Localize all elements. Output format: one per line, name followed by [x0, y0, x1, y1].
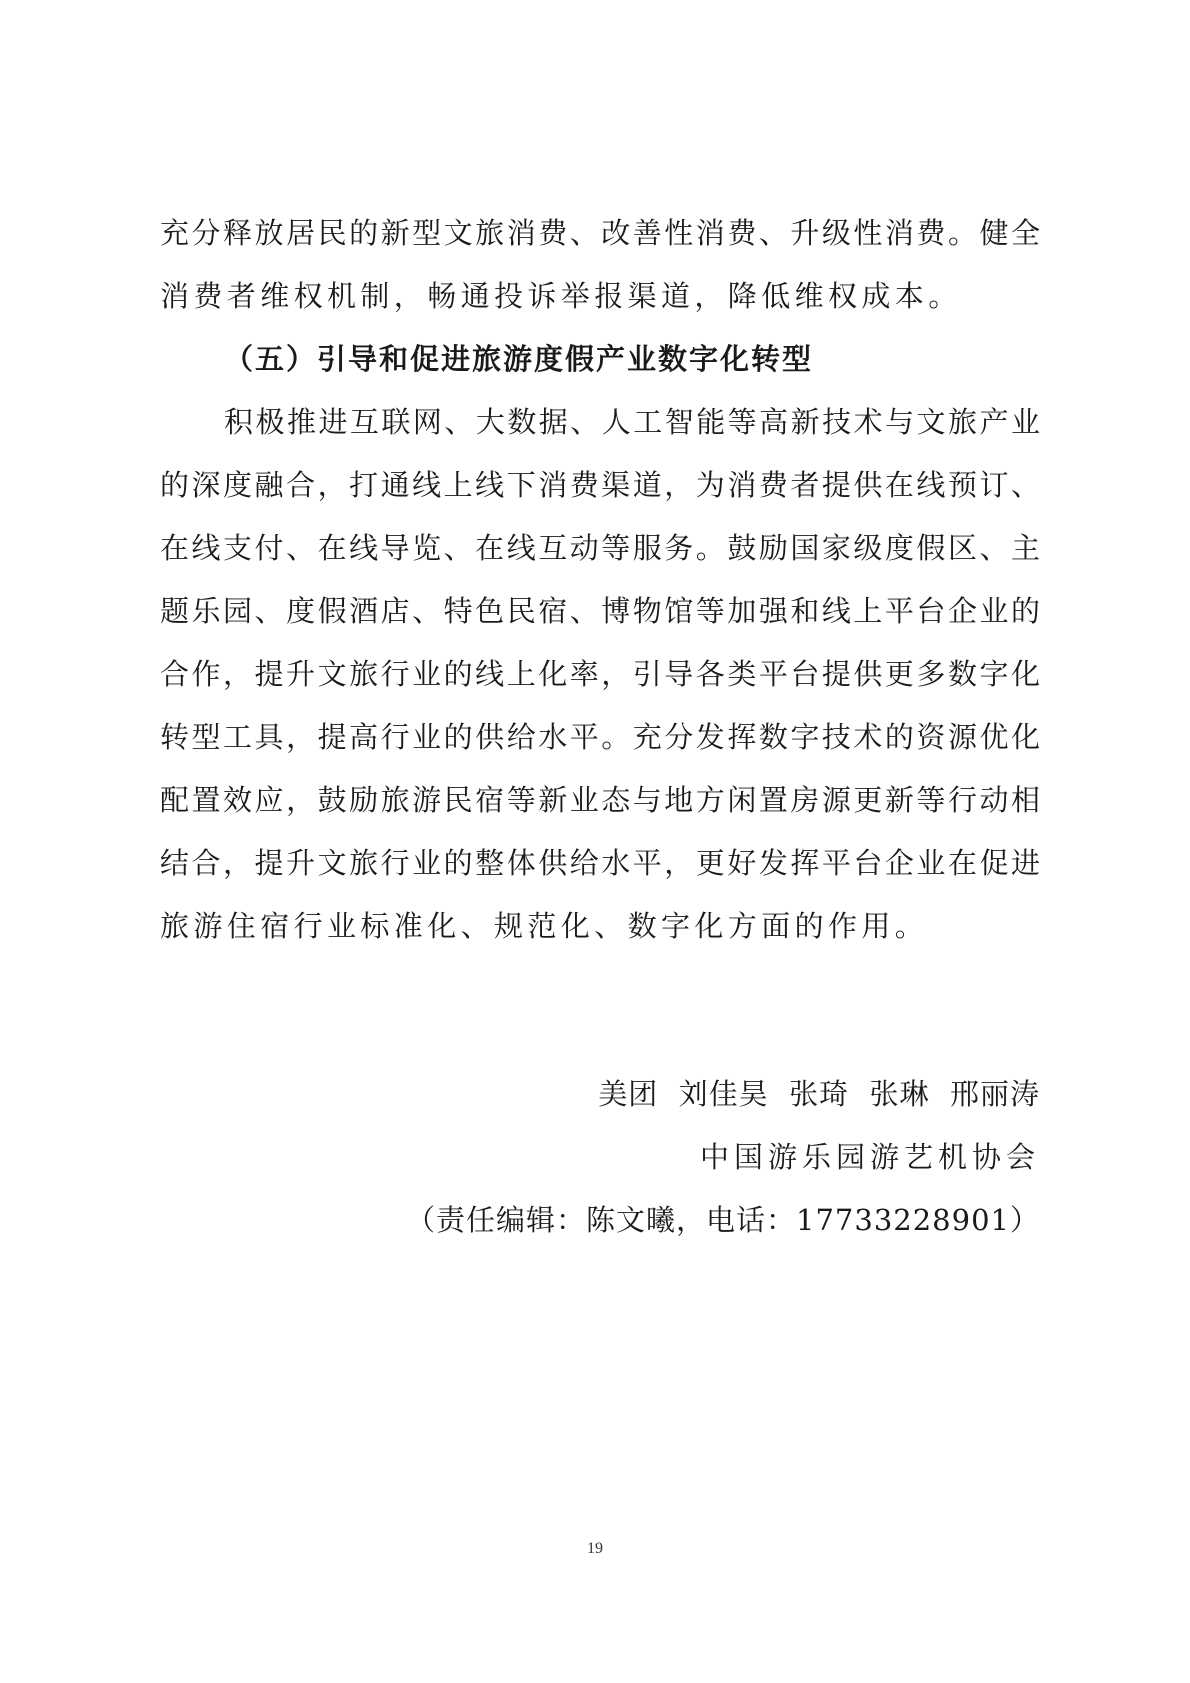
signature-authors: 美团 刘佳昊 张琦 张琳 邢丽涛 — [598, 1077, 1040, 1111]
page-number: 19 — [587, 1540, 603, 1557]
paragraph-line: 题乐园、度假酒店、特色民宿、博物馆等加强和线上平台企业的 — [160, 594, 1040, 628]
paragraph-line: 积极推进互联网、大数据、人工智能等高新技术与文旅产业 — [224, 405, 1040, 439]
paragraph-line: 的深度融合，打通线上线下消费渠道，为消费者提供在线预订、 — [160, 468, 1040, 502]
paragraph-line: 充分释放居民的新型文旅消费、改善性消费、升级性消费。健全 — [160, 216, 1040, 250]
signature-organization: 中国游乐园游艺机协会 — [699, 1140, 1040, 1174]
paragraph-line: 旅游住宿行业标准化、规范化、数字化方面的作用。 — [160, 909, 929, 943]
paragraph-line: 消费者维权机制，畅通投诉举报渠道，降低维权成本。 — [160, 279, 962, 313]
signature-editor: （责任编辑：陈文曦，电话：17733228901） — [406, 1203, 1040, 1237]
paragraph-line: 配置效应，鼓励旅游民宿等新业态与地方闲置房源更新等行动相 — [160, 783, 1040, 817]
paragraph-line: 结合，提升文旅行业的整体供给水平，更好发挥平台企业在促进 — [160, 846, 1040, 880]
body-content — [160, 202, 1040, 958]
paragraph-line: 合作，提升文旅行业的线上化率，引导各类平台提供更多数字化 — [160, 657, 1040, 691]
section-heading: （五）引导和促进旅游度假产业数字化转型 — [224, 342, 814, 376]
paragraph-line: 转型工具，提高行业的供给水平。充分发挥数字技术的资源优化 — [160, 720, 1040, 754]
paragraph-line: 在线支付、在线导览、在线互动等服务。鼓励国家级度假区、主 — [160, 531, 1040, 565]
